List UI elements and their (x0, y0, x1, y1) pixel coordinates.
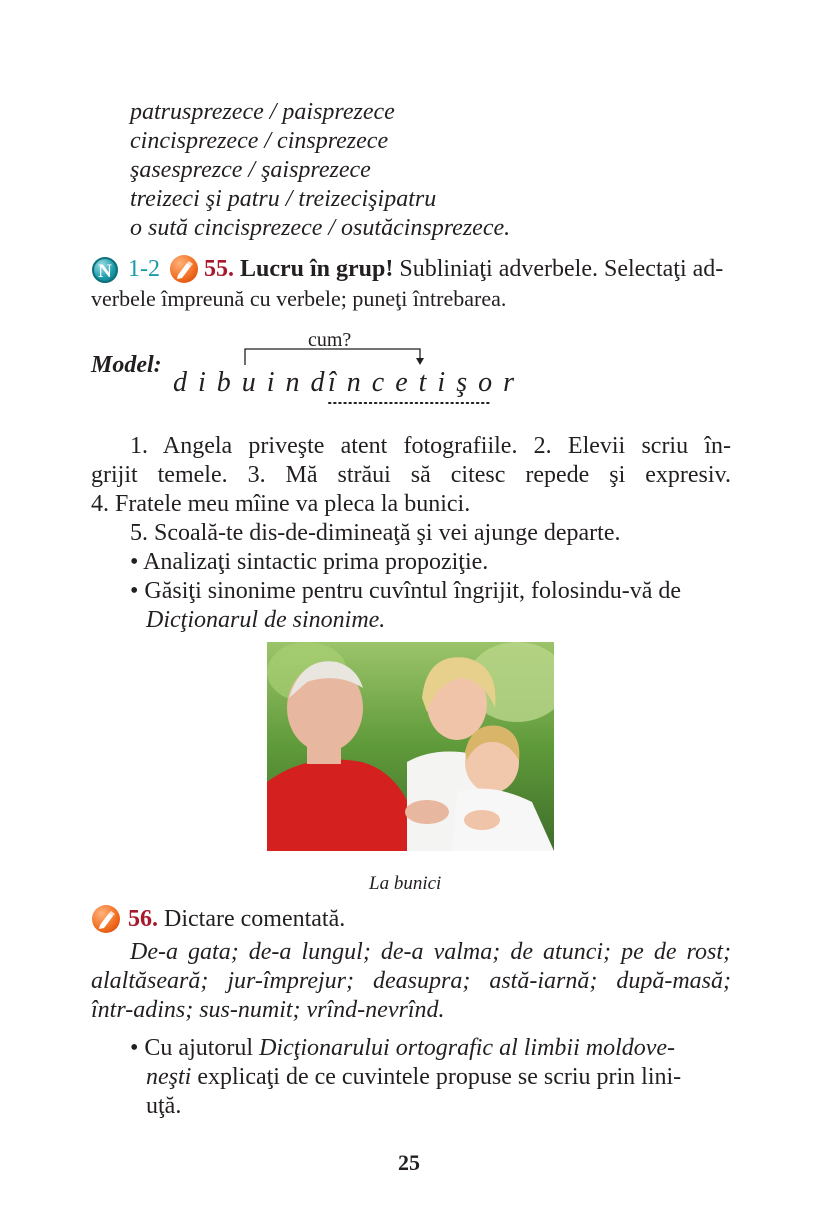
exercise-level: 1-2 (128, 256, 160, 282)
pencil-icon (92, 905, 120, 933)
grandparents-photo (267, 642, 554, 851)
bullet-dictionary-2: neşti explicaţi de ce cuvintele propuse se scriu prin lini- (146, 1064, 682, 1090)
bullet-synonyms-dict: Dicţionarul de sinonime. (146, 607, 386, 633)
exercise-instruction: Subliniaţi adverbele. Selectaţi ad- (393, 256, 724, 282)
dictation-line-3: într-adins; sus-numit; vrînd-nevrînd. (91, 997, 445, 1023)
exercise-number: 55. (204, 256, 234, 282)
model-verb: dibuind (173, 367, 336, 398)
pencil-icon (170, 255, 198, 283)
dictation-line-1: De-a gata; de-a lungul; de-a valma; de atunci; pe de rost; (130, 939, 731, 965)
intro-line-3: şasesprezce / şaisprezece (130, 157, 371, 183)
model-label: Model: (91, 352, 162, 378)
dotted-underline (328, 400, 492, 406)
exercise-56-header (128, 905, 345, 934)
sentence-line-3: 4. Fratele meu mîine va pleca la bunici. (91, 491, 471, 517)
dictation-line-2: alaltăseară; jur-împrejur; deasupra; astă-iarnă; după-masă; (91, 968, 731, 994)
intro-line-2: cincisprezece / cinsprezece (130, 128, 389, 154)
bullet-dictionary-3: uţă. (146, 1093, 182, 1119)
model-question: cum? (308, 329, 352, 351)
sentence-line-4: 5. Scoală-te dis-de-dimineaţă şi vei ajunge departe. (130, 520, 621, 546)
intro-line-1: patrusprezece / paisprezece (130, 99, 395, 125)
exercise-title: Lucru în grup! (240, 256, 394, 282)
intro-line-4: treizeci şi patru / treizecişipatru (130, 186, 437, 212)
exercise-55-header (204, 255, 723, 284)
question-arrow (240, 343, 426, 367)
exercise-title: Dictare comentată. (158, 906, 346, 932)
level-n-icon: N (92, 257, 118, 283)
bullet-analyze: • Analizaţi sintactic prima propoziţie. (130, 549, 489, 575)
bullet-dictionary-1: • Cu ajutorul Dicţionarului ortografic al limbii moldove- (130, 1035, 676, 1061)
model-adverb: încetişor (328, 367, 525, 398)
intro-line-5: o sută cincisprezece / osutăcinsprezece. (130, 215, 511, 241)
page-number: 25 (398, 1150, 420, 1175)
exercise-55-line-2: verbele împreună cu verbele; puneţi întrebarea. (91, 286, 507, 311)
sentence-line-1: 1. Angela priveşte atent fotografiile. 2. Elevii scriu în- (130, 433, 731, 459)
exercise-number: 56. (128, 906, 158, 932)
bullet-synonyms: • Găsiţi sinonime pentru cuvîntul îngrijit, folosindu-vă de (130, 578, 681, 604)
sentence-line-2: grijit temele. 3. Mă străui să citesc repede şi expresiv. (91, 462, 731, 488)
dictionary-title: Dicţionarului ortografic al limbii moldove- (259, 1035, 676, 1061)
photo-caption: La bunici (369, 873, 442, 894)
